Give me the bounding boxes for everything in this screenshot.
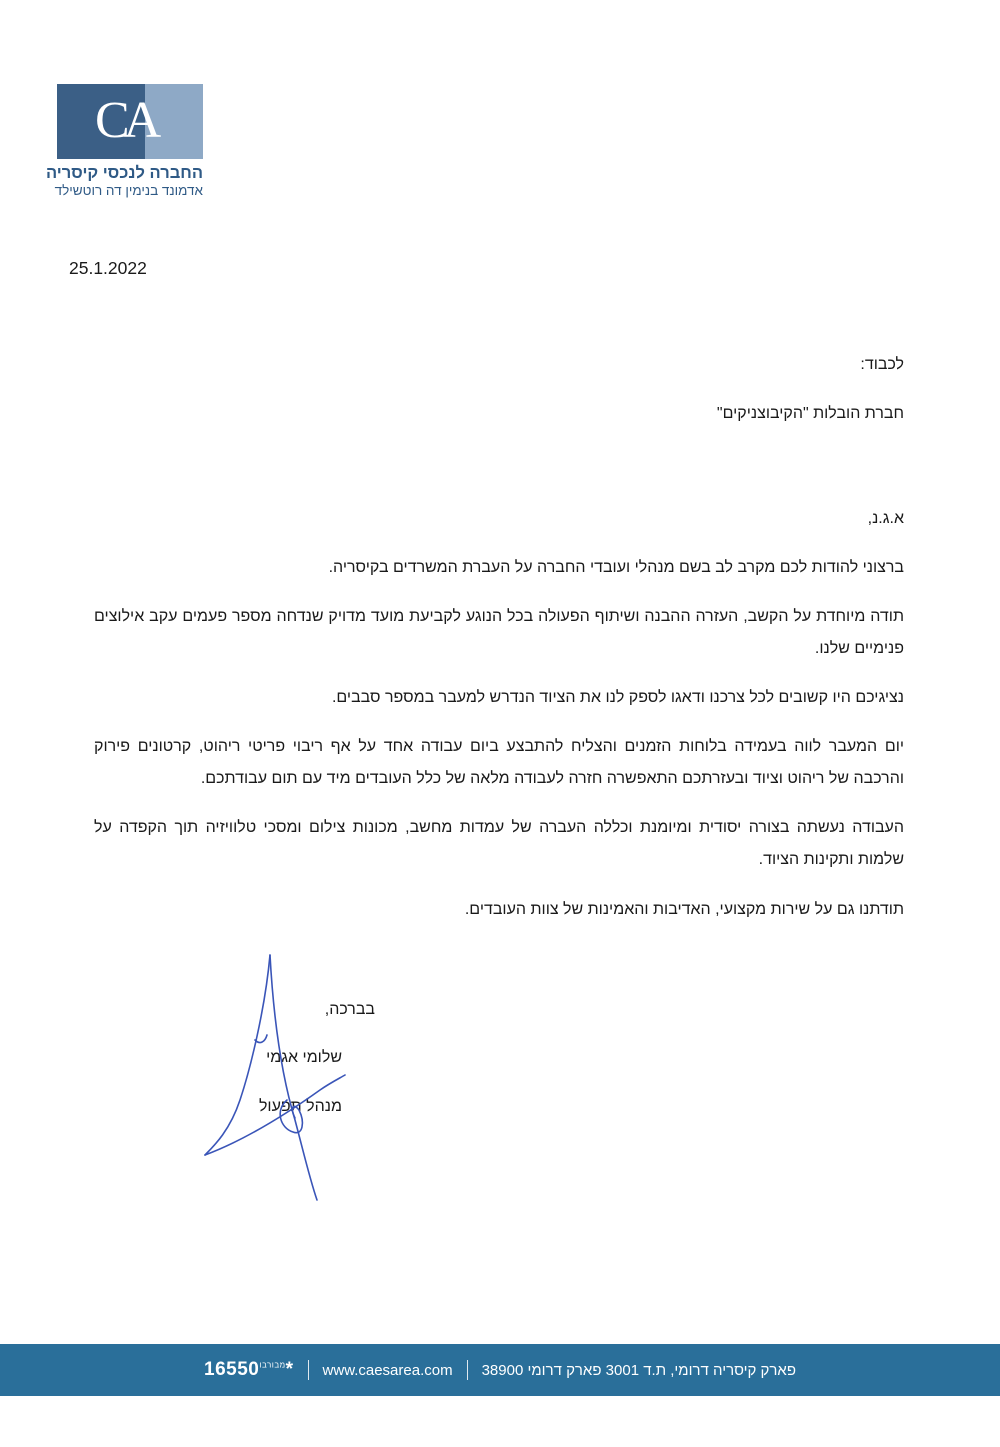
recipient: חברת הובלות "הקיבוצניקים" (716, 405, 904, 422)
signer-name: שלומי אגמי (266, 1049, 342, 1066)
letter-date: 25.1.2022 (69, 258, 147, 278)
logo-letters: CA (95, 92, 156, 149)
footer-address: פארק קיסריה דרומי, ת.ד 3001 פארק דרומי 38900 (481, 1361, 796, 1379)
signer-title: מנהל תפעול (258, 1098, 342, 1115)
paragraph-4: יום המעבר לווה בעמידה בלוחות הזמנים והצליח להתבצע ביום עבודה אחד על אף ריבוי פריטי ריהוט, קרטונים פירוק והרכבה של ריהוט וציוד ובעזרתכם התאפשרה חזרה לעבודה מלאה של כלל העובדים מיד עם תום עבודתכם. (94, 738, 904, 787)
company-subtitle: אדמונד בנימין דה רוטשילד (54, 183, 203, 198)
footer-divider (308, 1360, 309, 1380)
handwritten-signature (195, 950, 355, 1205)
company-logo (57, 84, 203, 159)
to-label: לכבוד: (860, 356, 904, 373)
paragraph-1: ברצוני להודות לכם מקרב לב בשם מנהלי ועובדי החברה על העברת המשרדים בקיסריה. (328, 559, 904, 576)
company-name: החברה לנכסי קיסריה (45, 164, 203, 182)
signature-stroke-cross (205, 1075, 345, 1155)
signature-stroke-right (270, 955, 317, 1200)
paragraph-5: העבודה נעשתה בצורה יסודית ומיומנת וכללה העברה של עמדות מחשב, מכונות צילום ומסכי טלוויזיה תוך הקפדה על שלמות ותקינות הציוד. (94, 819, 904, 868)
footer-website[interactable]: www.caesarea.com (322, 1361, 453, 1379)
signature-stroke-left (205, 955, 270, 1155)
salutation: א.ג.נ, (867, 510, 904, 527)
paragraph-3: נציגיכם היו קשובים לכל צרכנו ודאגו לספק לנו את הציוד הנדרש למעבר במספר סבבים. (331, 689, 904, 706)
paragraph-6: תודתנו גם על שירות מקצועי, האדיבות והאמינות של צוות העובדים. (464, 901, 904, 918)
paragraph-2: תודה מיוחדת על הקשב, העזרה ההבנה ושיתוף הפעולה בכל הנוגע לקביעת מועד מדויק שנדחה מספר פעמים עקב אילוצים פנימיים שלנו. (94, 608, 904, 657)
footer-bar (0, 1344, 1000, 1396)
footer-divider (467, 1360, 468, 1380)
closing: בברכה, (324, 1001, 375, 1018)
footer-phone[interactable]: 1 $^{מבורבו}$6550* (204, 1359, 294, 1380)
